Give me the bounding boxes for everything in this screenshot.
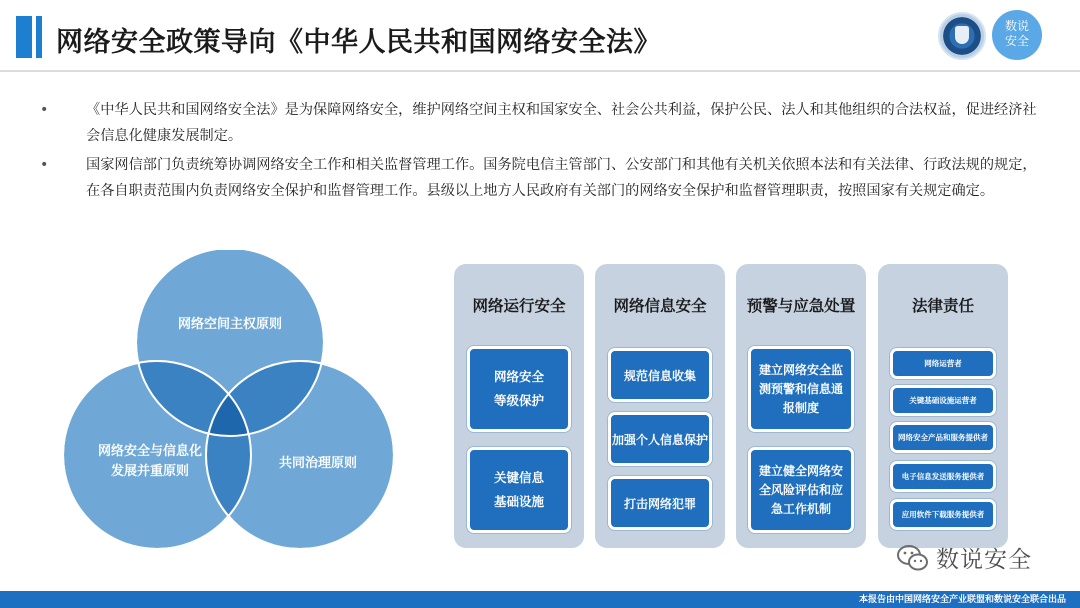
bullet-dot-icon: • — [40, 102, 49, 118]
panel-warning-response — [736, 264, 866, 548]
page-title: 网络安全政策导向《中华人民共和国网络安全法》 — [56, 27, 661, 58]
venn-label-left-2: 发展并重原则 — [110, 464, 190, 479]
wechat-icon — [896, 543, 930, 573]
footer-credit: 本报告由中国网络安全产业联盟和数说安全联合出品 — [858, 595, 1066, 605]
topic-box: 规范信息收集 — [608, 348, 712, 402]
bullet-dot-icon: • — [40, 157, 49, 173]
brand-logo-icon — [992, 10, 1042, 60]
principles-venn-diagram — [60, 250, 410, 560]
bullet-text: 国家网信部门负责统筹协调网络安全工作和相关监督管理工作。国务院电信主管部门、公安部门和其他有关机关依照本法和有关法律、行政法规的规定，在各自职责范围内负责网络安全保护和监督管理工作。县级以上地方人民政府有关部门的网络安全保护和监督管理职责，按照国家有关规定确定。 — [86, 157, 1037, 199]
emblem-logo-icon — [938, 12, 986, 60]
venn-label-top: 网络空间主权原则 — [177, 317, 283, 332]
bullet-list — [38, 97, 1048, 207]
bullet-item — [38, 97, 1048, 149]
topic-box: 加强个人信息保护 — [608, 412, 712, 466]
panel-network-operation — [454, 264, 584, 548]
watermark — [896, 541, 1032, 574]
brand-logo-line1: 数说 — [1004, 19, 1029, 33]
topic-box: 网络安全 等级保护 — [467, 346, 571, 432]
topic-box: 关键信息 基础设施 — [467, 447, 571, 533]
liability-box: 网络安全产品和服务提供者 — [890, 422, 996, 453]
panel-heading: 法律责任 — [911, 297, 974, 315]
liability-box: 网络运营者 — [890, 348, 996, 379]
topic-box: 建立健全网络安 全风险评估和应 急工作机制 — [748, 447, 854, 533]
title-divider — [0, 70, 1080, 72]
topic-box: 打击网络犯罪 — [608, 476, 712, 530]
liability-box: 电子信息发送服务提供者 — [890, 461, 996, 492]
title-accent-bar — [16, 16, 32, 58]
panel-heading: 网络运行安全 — [472, 297, 566, 315]
panel-network-information — [595, 264, 725, 548]
venn-label-right: 共同治理原则 — [278, 456, 358, 471]
panel-heading: 网络信息安全 — [613, 297, 707, 315]
panel-legal-liability — [878, 264, 1008, 548]
panel-heading: 预警与应急处置 — [746, 297, 856, 315]
title-bar — [0, 14, 1080, 62]
title-accent-bar-thin — [36, 16, 42, 58]
bullet-text: 《中华人民共和国网络安全法》是为保障网络安全，维护网络空间主权和国家安全、社会公共利益，保护公民、法人和其他组织的合法权益，促进经济社会信息化健康发展制定。 — [86, 102, 1037, 144]
topic-box: 建立网络安全监 测预警和信息通 报制度 — [748, 346, 854, 432]
brand-logo-line2: 安全 — [1004, 34, 1029, 48]
liability-box: 关键基础设施运营者 — [890, 385, 996, 416]
bullet-item — [38, 152, 1048, 204]
venn-label-left-1: 网络安全与信息化 — [97, 444, 203, 459]
watermark-text: 数说安全 — [936, 547, 1032, 573]
liability-box: 应用软件下载服务提供者 — [890, 499, 996, 530]
